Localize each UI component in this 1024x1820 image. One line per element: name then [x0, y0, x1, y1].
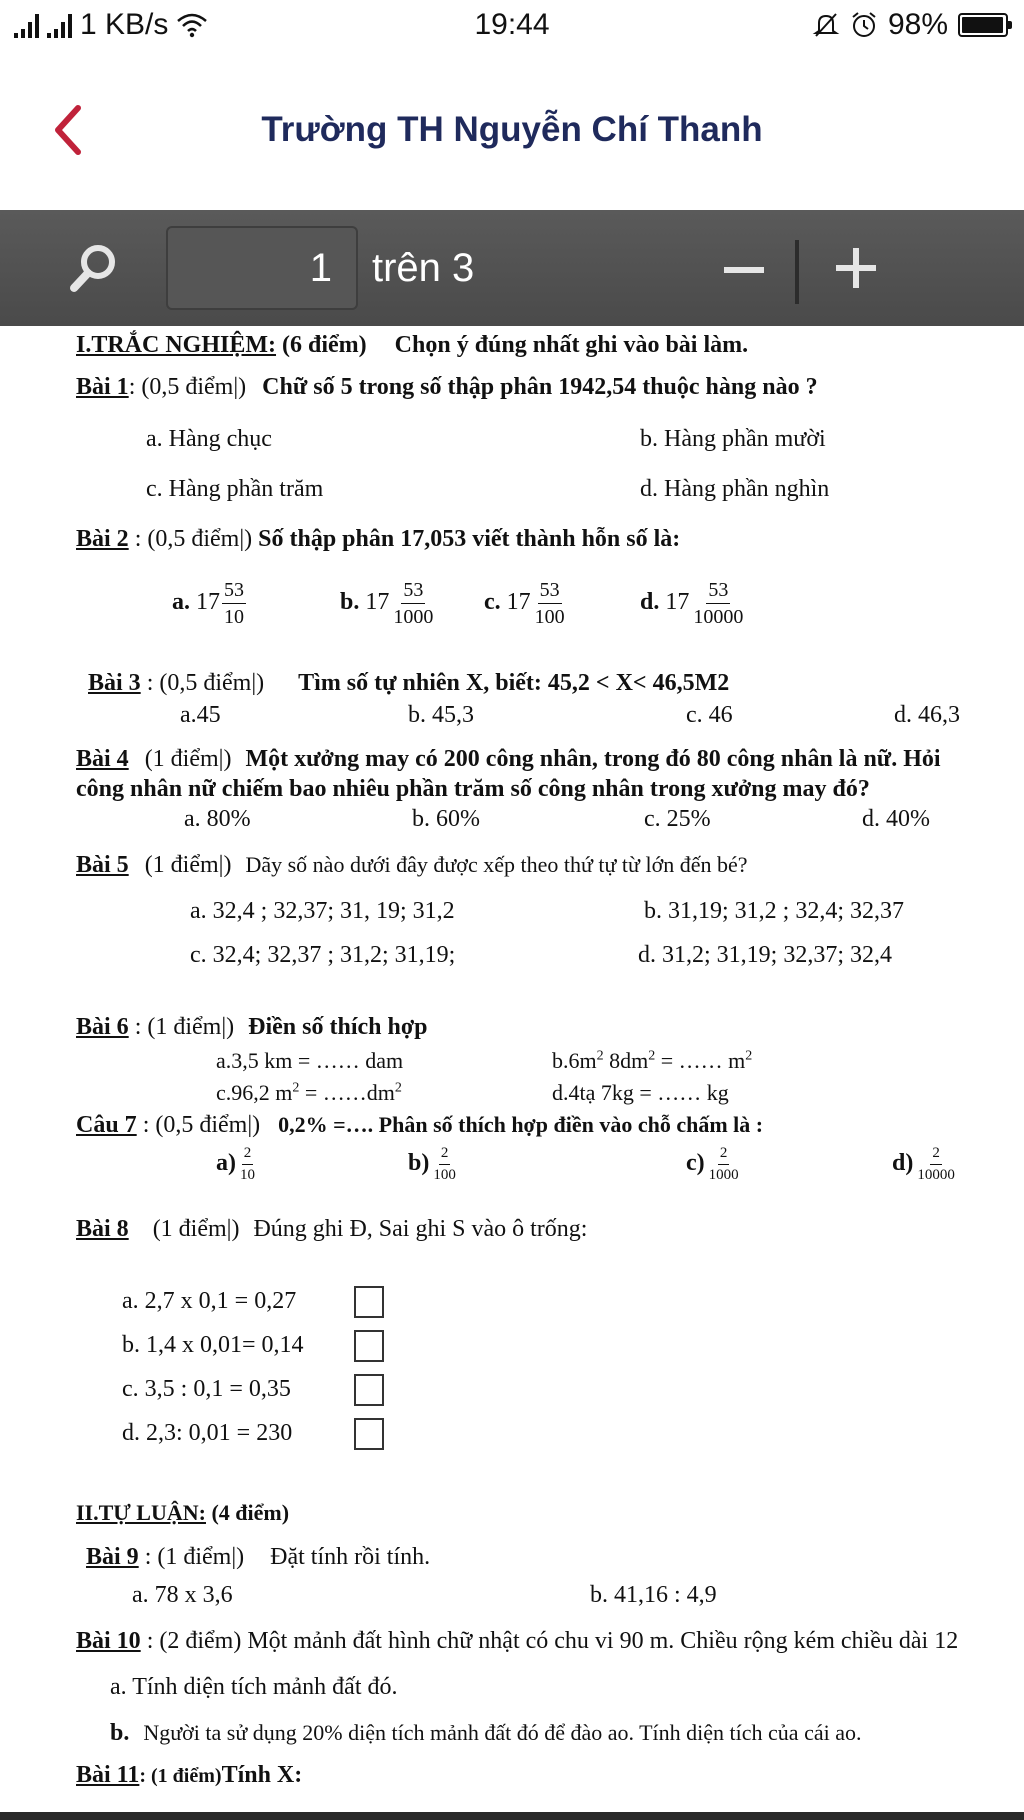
q9-label: Bài 9: [86, 1544, 139, 1570]
q9-points: : (1 điểm|): [138, 1544, 245, 1570]
section2-points: (4 điểm): [211, 1500, 290, 1525]
q3-header: [88, 670, 729, 697]
q6-c-mid: = ……dm: [299, 1080, 395, 1105]
page-count-label: trên 3: [372, 246, 475, 290]
q6-b-pre: b.6m: [552, 1048, 597, 1073]
search-icon[interactable]: [66, 240, 122, 296]
q7-d-num: 2: [930, 1146, 942, 1165]
q2-c-whole: 17: [506, 589, 531, 616]
q8-points: (1 điểm|): [152, 1216, 240, 1242]
q5-option-b: b. 31,19; 31,2 ; 32,4; 32,37: [644, 898, 905, 924]
q9-header: [86, 1544, 430, 1571]
page-title: Trường TH Nguyễn Chí Thanh: [261, 110, 763, 149]
q10-item-b: [110, 1720, 861, 1747]
battery-icon: [958, 13, 1008, 37]
q2-c-letter: c.: [484, 589, 501, 616]
q7-a-num: 2: [242, 1146, 254, 1165]
q3-label: Bài 3: [88, 670, 141, 696]
q2-b-whole: 17: [365, 589, 390, 616]
q1-text: Chữ số 5 trong số thập phân 1942,54 thuộc hàng nào ?: [262, 374, 818, 400]
q2-c-den: 100: [534, 606, 565, 628]
q2-option-a: [172, 580, 246, 627]
page-number-input[interactable]: 1: [166, 226, 358, 310]
q7-d-fraction: [915, 1146, 957, 1183]
q3-option-c: c. 46: [686, 702, 733, 728]
q6-b-post: = …… m: [655, 1048, 746, 1073]
q2-b-fraction: [391, 580, 435, 627]
q8-label: Bài 8: [76, 1216, 129, 1242]
network-speed: 1 KB/s: [80, 8, 169, 41]
status-time: 19:44: [474, 8, 550, 41]
q8-item-a: [122, 1286, 384, 1318]
q4-text-line1: Một xưởng may có 200 công nhân, trong đó 80 công nhân là nữ. Hỏi: [245, 746, 941, 772]
q2-b-letter: b.: [340, 589, 360, 616]
q7-d-den: 10000: [917, 1167, 955, 1183]
bell-muted-icon: [812, 11, 840, 39]
q1-option-b: b. Hàng phần mười: [640, 426, 826, 452]
q6-b-sup3: 2: [745, 1048, 753, 1064]
q6-c-sup1: 2: [292, 1080, 300, 1096]
q2-d-num: 53: [706, 580, 730, 604]
q7-b-fraction: [431, 1146, 458, 1183]
q10-label: Bài 10: [76, 1628, 141, 1654]
q3-option-b: b. 45,3: [408, 702, 474, 728]
q7-c-num: 2: [718, 1146, 730, 1165]
q7-a-letter: a): [216, 1150, 236, 1177]
app-header: [0, 60, 1024, 210]
q2-points: : (0,5 điểm|): [128, 526, 253, 552]
q1-label: Bài 1: [76, 374, 129, 400]
q4-label: Bài 4: [76, 746, 129, 772]
q7-c-letter: c): [686, 1150, 705, 1177]
q7-points: : (0,5 điểm|): [136, 1112, 261, 1138]
q7-b-letter: b): [408, 1150, 430, 1177]
q11-text: Tính X:: [221, 1762, 303, 1788]
q2-option-c: [484, 580, 567, 627]
q3-option-d: d. 46,3: [894, 702, 960, 728]
q8-header: [76, 1216, 587, 1243]
q5-label: Bài 5: [76, 852, 129, 878]
q7-a-fraction: [238, 1146, 257, 1183]
q7-option-b: [408, 1146, 458, 1183]
q11-header: [76, 1762, 302, 1789]
q8-item-d-text: d. 2,3: 0,01 = 230: [122, 1419, 293, 1446]
q4-header: [76, 746, 941, 773]
q6-item-b: [552, 1048, 752, 1074]
q6-item-a: a.3,5 km = …… dam: [216, 1048, 404, 1073]
q7-header: [76, 1112, 763, 1139]
status-bar: [0, 0, 1024, 52]
q7-text: 0,2% =…. Phân số thích hợp điền vào chỗ chấm là :: [278, 1112, 764, 1137]
q2-d-fraction: [691, 580, 745, 627]
section1-points: (6 điểm): [282, 332, 367, 358]
q8-text: Đúng ghi Đ, Sai ghi S vào ô trống:: [253, 1216, 588, 1242]
q1-option-a: a. Hàng chục: [146, 426, 272, 452]
q6-text: Điền số thích hợp: [248, 1014, 428, 1040]
q2-option-d: [640, 580, 745, 627]
q6-b-sup1: 2: [596, 1048, 604, 1064]
bottom-edge: [0, 1812, 1024, 1820]
battery-percent: 98%: [887, 8, 948, 41]
q2-c-num: 53: [538, 580, 562, 604]
q2-a-fraction: [222, 580, 246, 627]
q2-a-num: 53: [222, 580, 246, 604]
q2-option-b: [340, 580, 435, 627]
q2-a-letter: a.: [172, 589, 190, 616]
answer-checkbox[interactable]: [354, 1418, 384, 1450]
q6-points: : (1 điểm|): [128, 1014, 235, 1040]
q7-d-letter: d): [892, 1150, 914, 1177]
q3-points: : (0,5 điểm|): [140, 670, 265, 696]
answer-checkbox[interactable]: [354, 1374, 384, 1406]
zoom-out-button[interactable]: [716, 250, 772, 290]
q10-item-a: a. Tính diện tích mảnh đất đó.: [110, 1674, 398, 1700]
q2-d-letter: d.: [640, 589, 660, 616]
q10-b-text: Người ta sử dụng 20% diện tích mảnh đất đó để đào ao. Tính diện tích của cái ao.: [143, 1720, 862, 1745]
section1-heading: I.TRẮC NGHIỆM:: [76, 332, 277, 358]
q2-c-fraction: [533, 580, 567, 627]
q7-label: Câu 7: [76, 1112, 137, 1138]
q5-text: Dãy số nào dưới đây được xếp theo thứ tự từ lớn đến bé?: [245, 852, 748, 877]
q2-d-whole: 17: [665, 589, 690, 616]
q2-header: [76, 526, 680, 553]
q3-option-a: a.45: [180, 702, 221, 728]
q5-header: [76, 852, 748, 879]
toolbar-divider: [795, 240, 799, 304]
q9-item-b: b. 41,16 : 4,9: [590, 1582, 717, 1608]
q2-label: Bài 2: [76, 526, 129, 552]
q8-item-c-text: c. 3,5 : 0,1 = 0,35: [122, 1375, 291, 1402]
section1-instruction: Chọn ý đúng nhất ghi vào bài làm.: [394, 332, 749, 358]
q1-option-d: d. Hàng phần nghìn: [640, 476, 830, 502]
q5-option-a: a. 32,4 ; 32,37; 31, 19; 31,2: [190, 898, 455, 924]
q7-option-d: [892, 1146, 957, 1183]
q7-c-den: 1000: [708, 1167, 739, 1183]
q1-option-c: c. Hàng phần trăm: [146, 476, 324, 502]
q4-option-d: d. 40%: [862, 806, 930, 832]
q2-a-whole: 17: [196, 589, 220, 616]
q4-option-c: c. 25%: [644, 806, 711, 832]
q2-d-den: 10000: [693, 606, 744, 628]
q6-label: Bài 6: [76, 1014, 129, 1040]
alarm-icon: [850, 11, 878, 39]
section2-heading: II.TỰ LUẬN:: [76, 1500, 206, 1525]
pdf-toolbar: [0, 210, 1024, 326]
q2-b-num: 53: [401, 580, 425, 604]
q10-text: : (2 điểm) Một mảnh đất hình chữ nhật có chu vi 90 m. Chiều rộng kém chiều dài 12: [140, 1628, 959, 1654]
q9-item-a: a. 78 x 3,6: [132, 1582, 233, 1608]
q7-b-den: 100: [433, 1167, 456, 1183]
q2-text: Số thập phân 17,053 viết thành hỗn số là:: [258, 526, 681, 552]
q7-b-num: 2: [439, 1146, 451, 1165]
q6-b-mid: 8dm: [603, 1048, 649, 1073]
q8-item-d: [122, 1418, 384, 1450]
q3-text: Tìm số tự nhiên X, biết: 45,2 < X< 46,5M2: [298, 670, 730, 696]
q1-header: [76, 374, 818, 401]
q5-option-c: c. 32,4; 32,37 ; 31,2; 31,19;: [190, 942, 456, 968]
q8-item-b-text: b. 1,4 x 0,01= 0,14: [122, 1331, 304, 1358]
document-page: [0, 326, 1024, 1808]
q2-a-den: 10: [224, 606, 244, 628]
q4-text-line2: công nhân nữ chiếm bao nhiêu phần trăm số công nhân trong xưởng may đó?: [76, 776, 870, 802]
q6-header: [76, 1014, 427, 1041]
q5-points: (1 điểm|): [144, 852, 232, 878]
q10-b-letter: b.: [110, 1720, 130, 1746]
q7-option-c: [686, 1146, 741, 1183]
q11-label: Bài 11: [76, 1762, 140, 1788]
battery-fill: [962, 17, 1003, 33]
q6-item-d: d.4tạ 7kg = …… kg: [552, 1080, 729, 1105]
q1-points: : (0,5 điểm|): [128, 374, 247, 400]
q4-option-b: b. 60%: [412, 806, 480, 832]
q2-b-den: 1000: [393, 606, 434, 628]
q9-text: Đặt tính rồi tính.: [270, 1544, 431, 1570]
q8-item-c: [122, 1374, 384, 1406]
q8-item-a-text: a. 2,7 x 0,1 = 0,27: [122, 1287, 297, 1314]
q4-option-a: a. 80%: [184, 806, 251, 832]
zoom-in-button[interactable]: [828, 240, 884, 296]
answer-checkbox[interactable]: [354, 1330, 384, 1362]
q6-c-sup2: 2: [394, 1080, 402, 1096]
section2-header: [76, 1500, 289, 1526]
q5-option-d: d. 31,2; 31,19; 32,37; 32,4: [638, 942, 893, 968]
answer-checkbox[interactable]: [354, 1286, 384, 1318]
section1-header: [76, 332, 748, 359]
q7-c-fraction: [707, 1146, 741, 1183]
q7-option-a: [216, 1146, 257, 1183]
q4-points: (1 điểm|): [144, 746, 232, 772]
q6-b-sup2: 2: [648, 1048, 656, 1064]
q6-item-c: [216, 1080, 402, 1106]
q7-a-den: 10: [240, 1167, 255, 1183]
q11-points: : (1 điểm): [139, 1765, 222, 1787]
status-right: [812, 8, 1008, 42]
q10-header: [76, 1628, 958, 1655]
q8-item-b: [122, 1330, 384, 1362]
q6-c-pre: c.96,2 m: [216, 1080, 293, 1105]
